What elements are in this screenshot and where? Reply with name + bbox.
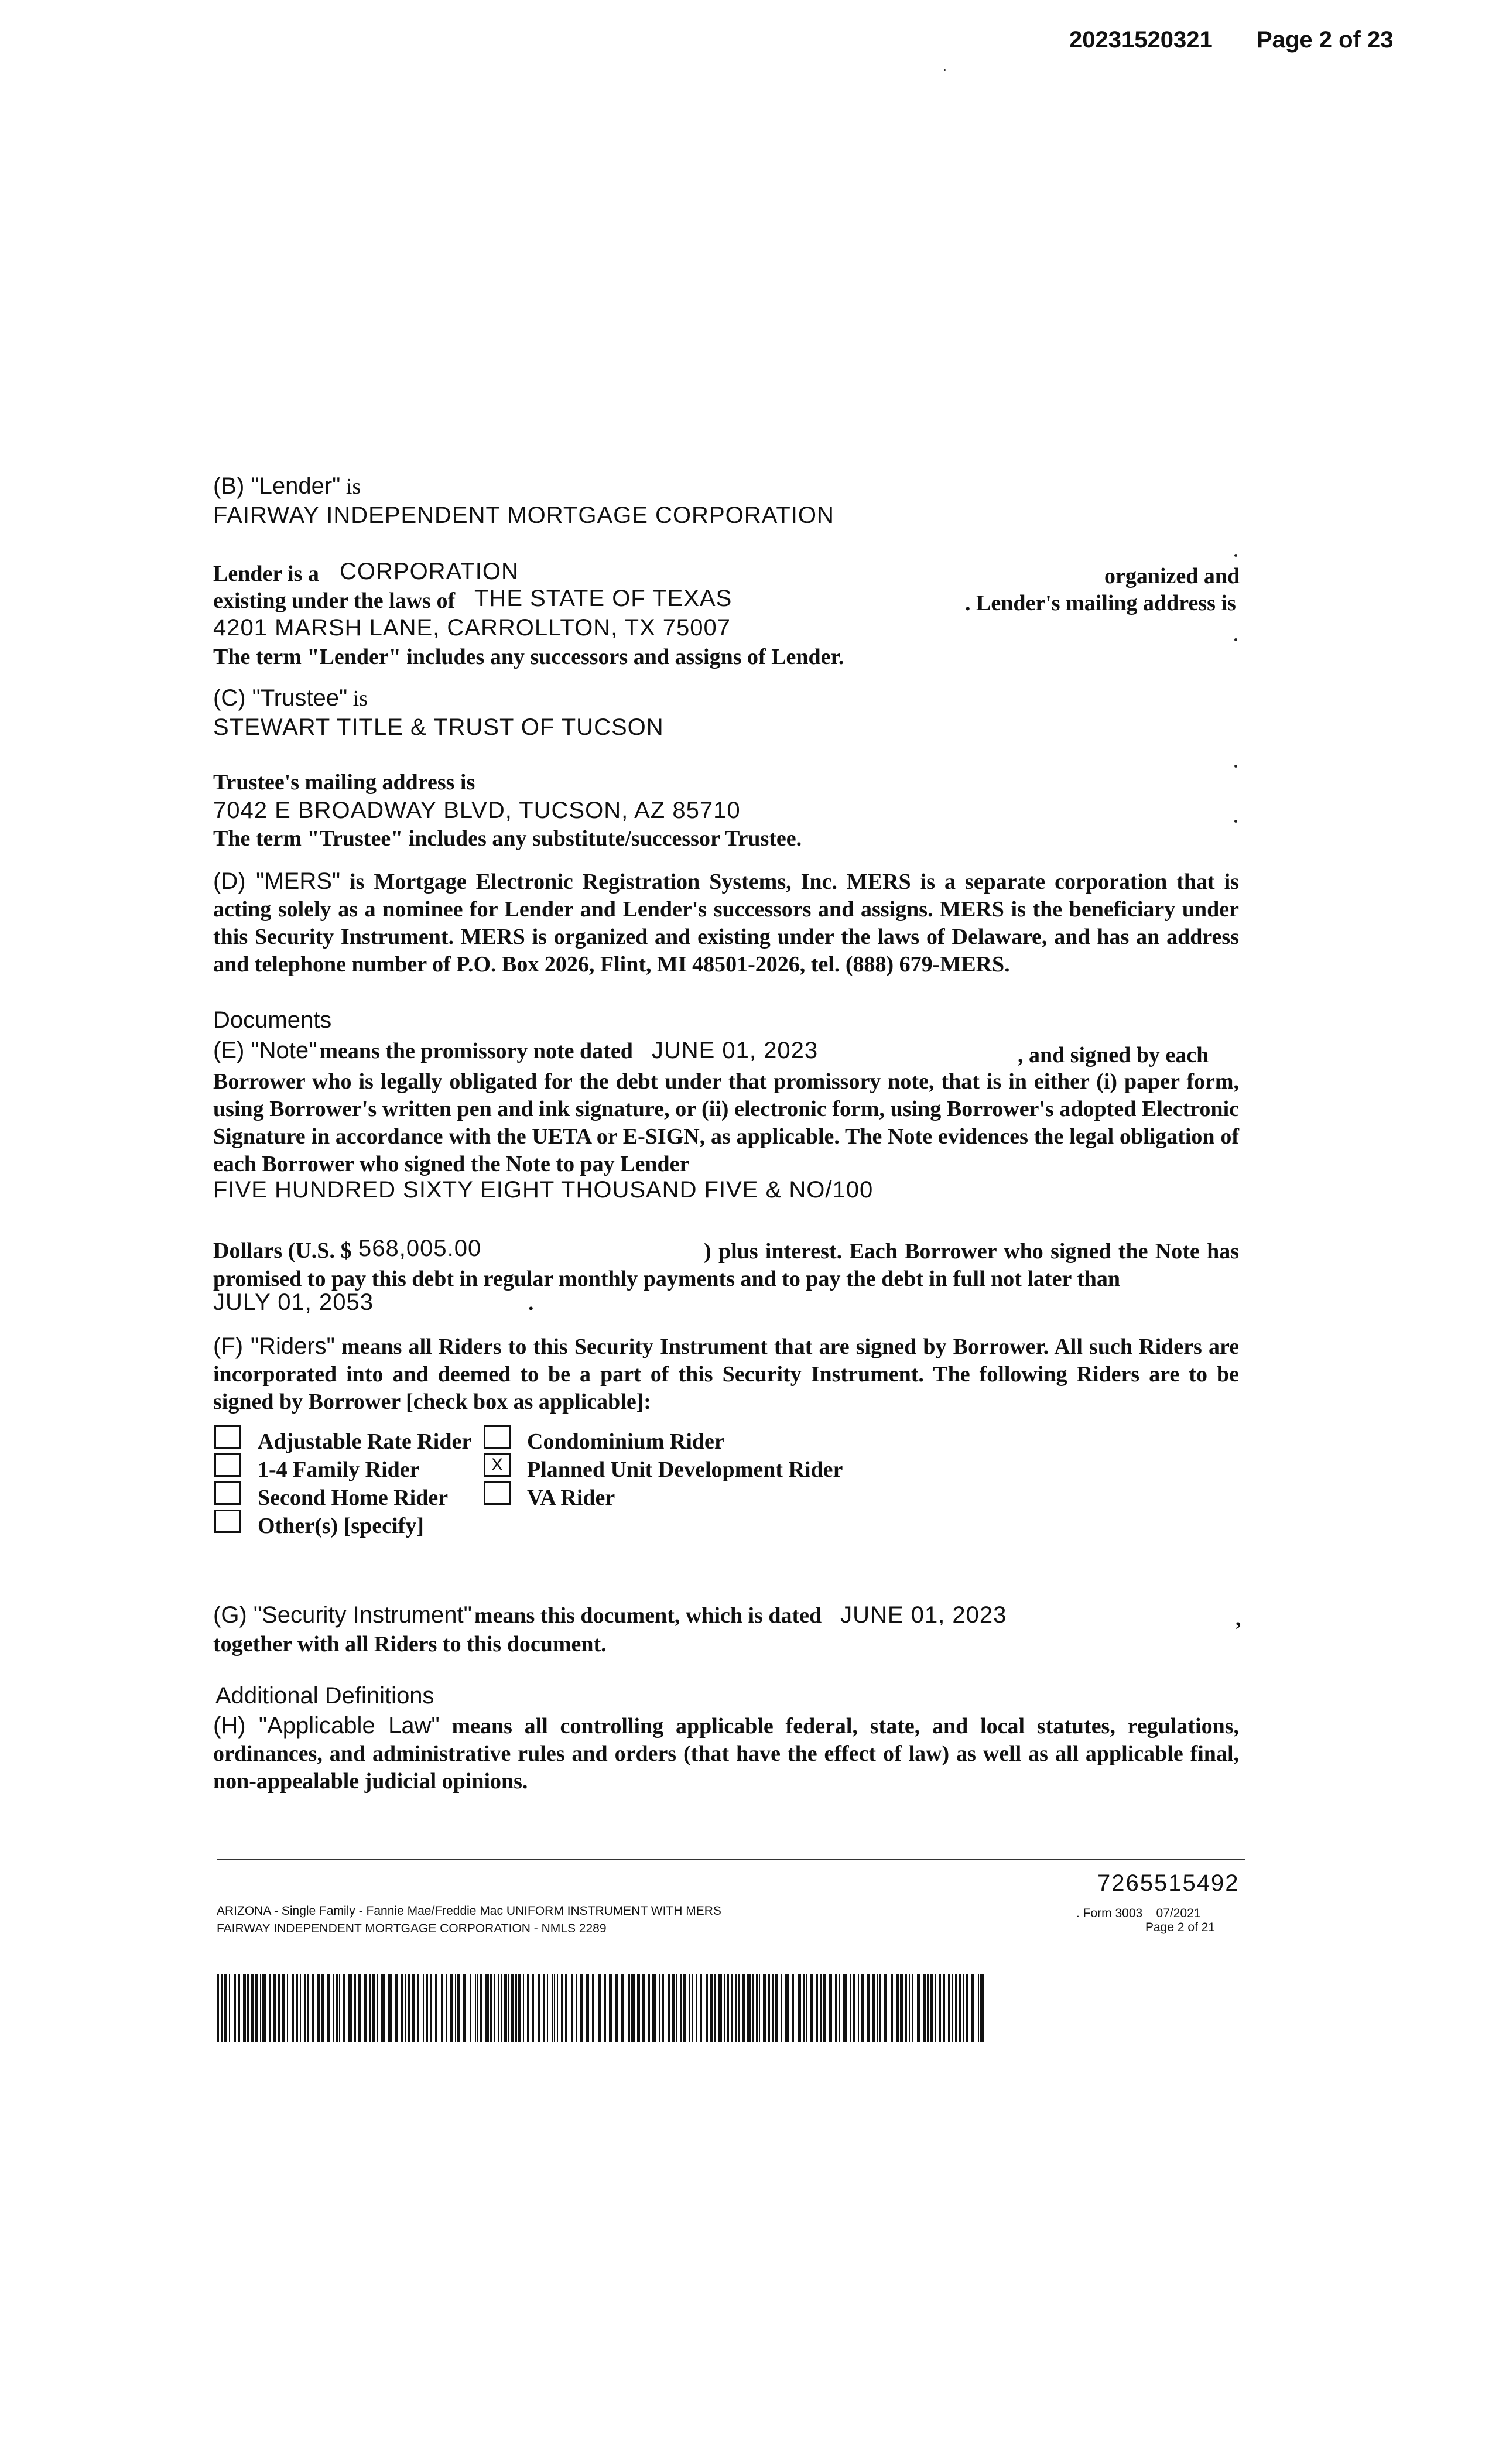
- barcode-bar: [435, 1974, 437, 2042]
- barcode-bar: [405, 1974, 406, 2042]
- barcode-bar: [296, 1974, 298, 2042]
- barcode-bar: [269, 1974, 271, 2042]
- barcode-bar: [879, 1974, 881, 2042]
- barcode-bar: [763, 1974, 766, 2042]
- page-indicator: Page 2 of 23: [1257, 27, 1394, 53]
- barcode-bar: [450, 1974, 453, 2042]
- label-other-riders: Other(s) [specify]: [258, 1514, 424, 1538]
- barcode-bar: [354, 1974, 356, 2042]
- label-second-home-rider: Second Home Rider: [258, 1486, 449, 1510]
- lender-organized-and: organized and: [1104, 564, 1240, 588]
- barcode-bar: [538, 1974, 540, 2042]
- barcode-bar: [485, 1974, 489, 2042]
- barcode-bar: [388, 1974, 392, 2042]
- barcode-bar: [372, 1974, 375, 2042]
- barcode-bar: [523, 1974, 524, 2042]
- barcode-bar: [598, 1974, 601, 2042]
- barcode-bar: [768, 1974, 770, 2042]
- barcode-bar: [339, 1974, 340, 2042]
- barcode-bar: [364, 1974, 367, 2042]
- barcode-bar: [853, 1974, 855, 2042]
- barcode-bar: [446, 1974, 447, 2042]
- lender-type: CORPORATION: [340, 559, 519, 584]
- barcode-bar: [307, 1974, 309, 2042]
- barcode-bar: [327, 1974, 330, 2042]
- security-instrument-line2: together with all Riders to this document.: [213, 1632, 607, 1657]
- barcode-bar: [592, 1974, 594, 2042]
- blank-dot: [1234, 638, 1237, 641]
- barcode-bar: [504, 1974, 507, 2042]
- barcode-bar: [980, 1974, 984, 2042]
- barcode-bar: [747, 1974, 751, 2042]
- dollars-prefix: Dollars (U.S. $: [213, 1238, 352, 1263]
- riders-label: (F) "Riders": [213, 1333, 335, 1359]
- barcode-bar: [792, 1974, 794, 2042]
- barcode-bar: [621, 1974, 624, 2042]
- barcode-bar: [576, 1974, 577, 2042]
- barcode-bar: [221, 1974, 223, 2042]
- barcode-bar: [662, 1974, 664, 2042]
- barcode-bar: [659, 1974, 660, 2042]
- barcode-bar: [798, 1974, 801, 2042]
- barcode-bar: [498, 1974, 499, 2042]
- barcode-bar: [565, 1974, 567, 2042]
- barcode-bar: [426, 1974, 428, 2042]
- barcode-bar: [508, 1974, 509, 2042]
- barcode-bar: [700, 1974, 702, 2042]
- barcode-bar: [718, 1974, 722, 2042]
- barcode-bar: [463, 1974, 466, 2042]
- barcode-bar: [543, 1974, 545, 2042]
- barcode-bar: [475, 1974, 476, 2042]
- lender-type-prefix: Lender is a: [213, 562, 319, 586]
- barcode-bar: [823, 1974, 826, 2042]
- barcode-bar: [343, 1974, 345, 2042]
- barcode-bar: [238, 1974, 240, 2042]
- label-condominium-rider: Condominium Rider: [527, 1429, 724, 1454]
- barcode-bar: [948, 1974, 950, 2042]
- barcode-bar: [423, 1974, 424, 2042]
- barcode-bar: [278, 1974, 280, 2042]
- checkbox-second-home-rider[interactable]: [214, 1481, 241, 1505]
- barcode-bar: [395, 1974, 398, 2042]
- barcode-bar: [255, 1974, 258, 2042]
- barcode-bar: [494, 1974, 495, 2042]
- barcode-bar: [816, 1974, 818, 2042]
- trustee-heading-label: (C) "Trustee": [213, 685, 348, 711]
- barcode-bar: [518, 1974, 521, 2042]
- barcode-bar: [724, 1974, 725, 2042]
- barcode-bar: [561, 1974, 563, 2042]
- note-first-line: [213, 1038, 1239, 1067]
- barcode-bar: [317, 1974, 320, 2042]
- checkbox-planned-unit-development-rider[interactable]: X: [484, 1453, 511, 1477]
- barcode-bar: [966, 1974, 968, 2042]
- note-suffix: , and signed by each: [1018, 1043, 1209, 1067]
- barcode-bar: [369, 1974, 371, 2042]
- barcode-bar: [430, 1974, 432, 2042]
- barcode-bar: [336, 1974, 338, 2042]
- barcode-bar: [358, 1974, 361, 2042]
- barcode-bar: [224, 1974, 227, 2042]
- barcode-bar: [735, 1974, 737, 2042]
- barcode-bar: [412, 1974, 415, 2042]
- barcode-bar: [321, 1974, 324, 2042]
- barcode-bar: [683, 1974, 686, 2042]
- amount-words: FIVE HUNDRED SIXTY EIGHT THOUSAND FIVE & NO/100: [213, 1177, 874, 1203]
- barcode-bar: [455, 1974, 456, 2042]
- applicable-law-text: means all controlling applicable federal, state, and local statutes, regulations, ordinances, and administrative rules and orders (that have the effect of law) as well as all applicable final, non-appealable judicial opinions.: [213, 1714, 1239, 1794]
- barcode-bar: [515, 1974, 517, 2042]
- mers-paragraph: [213, 868, 1239, 978]
- barcode-bar: [839, 1974, 840, 2042]
- checkbox-1-4-family-rider[interactable]: [214, 1453, 241, 1477]
- lender-name: FAIRWAY INDEPENDENT MORTGAGE CORPORATION: [213, 502, 834, 528]
- lender-laws-prefix: existing under the laws of: [213, 588, 456, 613]
- barcode-bar: [696, 1974, 697, 2042]
- barcode-bar: [850, 1974, 851, 2042]
- blank-dot: [1234, 820, 1237, 823]
- barcode-bar: [668, 1974, 670, 2042]
- checkbox-adjustable-rate-rider[interactable]: [214, 1425, 241, 1449]
- barcode-bar: [676, 1974, 677, 2042]
- barcode-bar: [580, 1974, 583, 2042]
- security-instrument-prefix: means this document, which is dated: [474, 1603, 822, 1628]
- record-number: 20231520321: [1069, 27, 1213, 53]
- barcode-bar: [835, 1974, 837, 2042]
- barcode-bar: [547, 1974, 548, 2042]
- barcode-bar: [251, 1974, 254, 2042]
- barcode-bar: [820, 1974, 822, 2042]
- barcode-bar: [586, 1974, 589, 2042]
- barcode-bar: [637, 1974, 640, 2042]
- barcode-bar: [672, 1974, 675, 2042]
- barcode-bar: [689, 1974, 690, 2042]
- footer-rule: [217, 1859, 1245, 1860]
- barcode-bar: [930, 1974, 933, 2042]
- additional-definitions-heading: Additional Definitions: [215, 1683, 434, 1709]
- barcode-bar: [234, 1974, 236, 2042]
- barcode-bar: [609, 1974, 612, 2042]
- barcode-bar: [900, 1974, 903, 2042]
- documents-heading: Documents: [213, 1007, 332, 1033]
- barcode-bar: [262, 1974, 266, 2042]
- barcode-bar: [714, 1974, 716, 2042]
- barcode-bar: [333, 1974, 334, 2042]
- riders-text: means all Riders to this Security Instrument that are signed by Borrower. All such Riders are incorporated into and deemed to be a part of this Security Instrument. The following Riders are to be signed by Borrower [check box as applicable]:: [213, 1334, 1240, 1414]
- barcode-bar: [381, 1974, 385, 2042]
- maturity-suffix: .: [528, 1291, 534, 1315]
- barcode-bar: [752, 1974, 754, 2042]
- barcode-bar: [417, 1974, 419, 2042]
- barcode-bar: [896, 1974, 899, 2042]
- security-instrument-label: (G) "Security Instrument": [213, 1602, 472, 1628]
- trustee-name: STEWART TITLE & TRUST OF TUCSON: [213, 714, 664, 740]
- barcode-bar: [917, 1974, 920, 2042]
- barcode-bar: [706, 1974, 708, 2042]
- barcode-bar: [554, 1974, 555, 2042]
- barcode-bar: [923, 1974, 926, 2042]
- barcode-bar: [905, 1974, 907, 2042]
- barcode-bar: [377, 1974, 378, 2042]
- note-label: (E) "Note": [213, 1038, 317, 1063]
- barcode-bar: [742, 1974, 745, 2042]
- barcode-bar: [408, 1974, 410, 2042]
- barcode-bar: [909, 1974, 910, 2042]
- lender-heading-is: is: [340, 474, 361, 499]
- barcode-bar: [615, 1974, 618, 2042]
- barcode-image: [217, 1974, 990, 2042]
- barcode-bar: [229, 1974, 230, 2042]
- barcode-bar: [282, 1974, 285, 2042]
- barcode-bar: [628, 1974, 630, 2042]
- barcode-bar: [935, 1974, 936, 2042]
- barcode-bar: [527, 1974, 529, 2042]
- barcode-bar: [571, 1974, 573, 2042]
- barcode-bar: [642, 1974, 645, 2042]
- barcode-bar: [247, 1974, 249, 2042]
- lender-heading: [213, 472, 361, 499]
- riders-paragraph: [213, 1333, 1239, 1416]
- lender-state: THE STATE OF TEXAS: [474, 586, 733, 611]
- barcode-bar: [604, 1974, 606, 2042]
- barcode-bar: [273, 1974, 276, 2042]
- barcode-bar: [490, 1974, 492, 2042]
- barcode-bar: [652, 1974, 656, 2042]
- form-title: ARIZONA - Single Family - Fannie Mae/Freddie Mac UNIFORM INSTRUMENT WITH MERS: [217, 1904, 721, 1918]
- barcode-bar: [803, 1974, 805, 2042]
- barcode-bar: [959, 1974, 961, 2042]
- applicable-law-label: (H) "Applicable Law": [213, 1713, 440, 1739]
- barcode-bar: [532, 1974, 534, 2042]
- barcode-bar: [300, 1974, 301, 2042]
- barcode-bar: [292, 1974, 294, 2042]
- trustee-address: 7042 E BROADWAY BLVD, TUCSON, AZ 85710: [213, 798, 741, 823]
- barcode-bar: [781, 1974, 782, 2042]
- barcode-bar: [810, 1974, 813, 2042]
- barcode-bar: [952, 1974, 953, 2042]
- barcode-bar: [806, 1974, 807, 2042]
- barcode-bar: [785, 1974, 789, 2042]
- trustee-term-note: The term "Trustee" includes any substitute/successor Trustee.: [213, 826, 802, 851]
- barcode-bar: [731, 1974, 733, 2042]
- barcode-bar: [710, 1974, 713, 2042]
- trustee-mailing-label: Trustee's mailing address is: [213, 770, 475, 795]
- note-date: JUNE 01, 2023: [651, 1038, 819, 1063]
- mers-text: is Mortgage Electronic Registration Systems, Inc. MERS is a separate corporation that is acting solely as a nominee for Lender and Lender's successors and assigns. MERS is the beneficiary under this Security Instrument. MERS is organized and existing under the laws of Delaware, and has an address and telephone number of P.O. Box 2026, Flint, MI 48501-2026, tel. (888) 679-MERS.: [213, 870, 1240, 977]
- loan-number: 7265515492: [1097, 1870, 1240, 1896]
- barcode-bar: [943, 1974, 945, 2042]
- barcode-bar: [927, 1974, 929, 2042]
- barcode-bar: [501, 1974, 502, 2042]
- label-adjustable-rate-rider: Adjustable Rate Rider: [258, 1429, 472, 1454]
- barcode-bar: [287, 1974, 288, 2042]
- dollars-suffix: ) plus interest. Each Borrower who signed the Note has promised to pay this debt in regular monthly payments and to pay the debt in full not later than: [213, 1239, 1239, 1291]
- label-planned-unit-development-rider: Planned Unit Development Rider: [527, 1457, 843, 1482]
- mers-label: (D) "MERS": [213, 868, 341, 894]
- barcode-bar: [738, 1974, 740, 2042]
- barcode-bar: [971, 1974, 974, 2042]
- lender-address: 4201 MARSH LANE, CARROLLTON, TX 75007: [213, 615, 731, 641]
- lender-nmls: FAIRWAY INDEPENDENT MORTGAGE CORPORATION - NMLS 2289: [217, 1922, 607, 1935]
- security-instrument-line: [213, 1602, 1241, 1631]
- barcode-bar: [441, 1974, 443, 2042]
- blank-dot: [1234, 765, 1237, 768]
- note-prefix: means the promissory note dated: [319, 1039, 633, 1063]
- barcode-bar: [692, 1974, 693, 2042]
- label-va-rider: VA Rider: [527, 1486, 615, 1510]
- barcode-bar: [891, 1974, 893, 2042]
- barcode-bar: [401, 1974, 403, 2042]
- barcode-bar: [243, 1974, 246, 2042]
- barcode-bar: [477, 1974, 478, 2042]
- barcode-bar: [884, 1974, 887, 2042]
- barcode-bar: [963, 1974, 964, 2042]
- barcode-bar: [939, 1974, 941, 2042]
- barcode-bar: [312, 1974, 314, 2042]
- form-id: . Form 3003 07/2021: [1076, 1907, 1201, 1920]
- checkbox-va-rider[interactable]: [484, 1481, 511, 1505]
- scan-speck: [944, 69, 946, 71]
- barcode-bar: [912, 1974, 913, 2042]
- maturity-line: [213, 1289, 533, 1316]
- applicable-law-paragraph: [213, 1712, 1239, 1795]
- barcode-bar: [861, 1974, 864, 2042]
- lender-heading-label: (B) "Lender": [213, 473, 341, 499]
- barcode-bar: [260, 1974, 261, 2042]
- barcode-bar: [304, 1974, 306, 2042]
- blank-dot: [1234, 554, 1237, 557]
- barcode-bar: [680, 1974, 682, 2042]
- trustee-heading: [213, 684, 368, 711]
- barcode-bar: [217, 1974, 219, 2042]
- barcode-bar: [727, 1974, 729, 2042]
- barcode-bar: [843, 1974, 847, 2042]
- barcode-bar: [978, 1974, 979, 2042]
- note-body: Borrower who is legally obligated for the debt under that promissory note, that is in either (i) paper form, using Borrower's written pen and ink signature, or (ii) electronic form, using Borrower's adopted Electronic Signature in accordance with the UETA or E-SIGN, as applicable. The Note evidences the legal obligation of each Borrower who signed the Note to pay Lender: [213, 1069, 1239, 1176]
- barcode-bar: [457, 1974, 460, 2042]
- label-1-4-family-rider: 1-4 Family Rider: [258, 1457, 420, 1482]
- barcode-bar: [557, 1974, 558, 2042]
- barcode-bar: [511, 1974, 514, 2042]
- barcode-bar: [858, 1974, 859, 2042]
- lender-mailing-suffix: . Lender's mailing address is: [965, 591, 1236, 615]
- barcode-bar: [877, 1974, 878, 2042]
- security-instrument-date: JUNE 01, 2023: [840, 1602, 1007, 1628]
- barcode-bar: [648, 1974, 650, 2042]
- lender-term-note: The term "Lender" includes any successors and assigns of Lender.: [213, 645, 844, 669]
- loan-amount: 568,005.00: [358, 1236, 482, 1261]
- barcode-bar: [759, 1974, 760, 2042]
- checkbox-other-riders[interactable]: [214, 1510, 241, 1533]
- trustee-heading-is: is: [347, 686, 368, 711]
- barcode-bar: [480, 1974, 482, 2042]
- barcode-bar: [552, 1974, 553, 2042]
- barcode-bar: [348, 1974, 352, 2042]
- barcode-bar: [631, 1974, 635, 2042]
- barcode-bar: [955, 1974, 957, 2042]
- barcode-bar: [775, 1974, 778, 2042]
- barcode-bar: [772, 1974, 774, 2042]
- barcode-bar: [829, 1974, 832, 2042]
- checkbox-condominium-rider[interactable]: [484, 1425, 511, 1449]
- security-instrument-comma: ,: [1236, 1606, 1241, 1631]
- barcode-bar: [756, 1974, 758, 2042]
- barcode-bar: [470, 1974, 471, 2042]
- barcode-bar: [867, 1974, 870, 2042]
- barcode-bar: [872, 1974, 875, 2042]
- form-page: Page 2 of 21: [1145, 1921, 1216, 1934]
- maturity-date: JULY 01, 2053: [213, 1289, 374, 1315]
